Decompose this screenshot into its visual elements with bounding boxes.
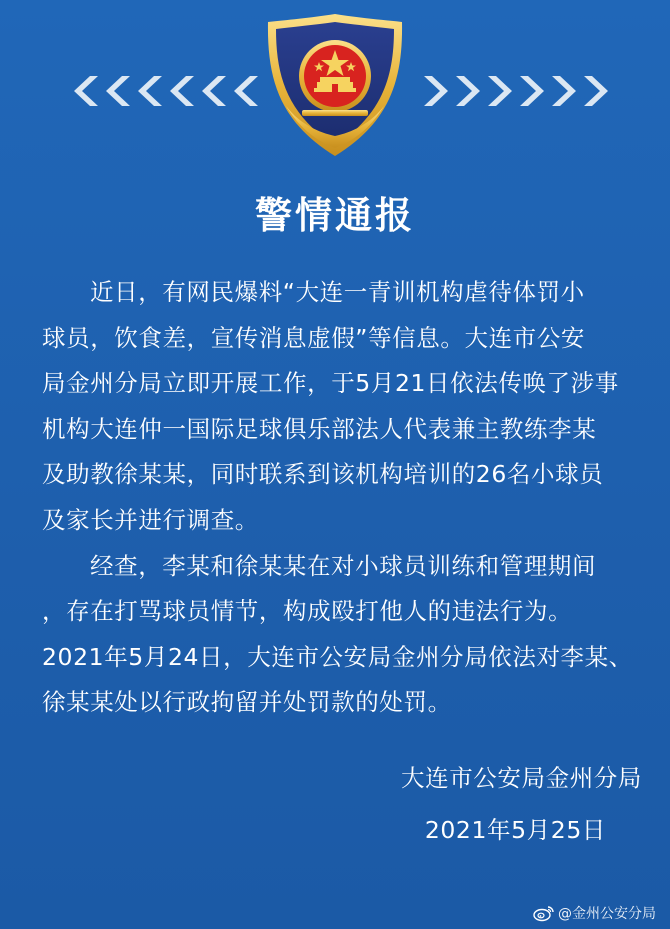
right-wing-decoration — [422, 74, 610, 108]
text-line: 球员，饮食差，宣传消息虚假”等信息。大连市公安 — [42, 323, 585, 352]
notice-paragraph-1 — [42, 270, 642, 544]
weibo-icon — [533, 904, 555, 922]
text-line: ，存在打骂球员情节，构成殴打他人的违法行为。 — [42, 597, 573, 626]
notice-paragraph-2 — [42, 544, 642, 726]
police-badge-icon — [262, 10, 408, 160]
chevron-wing-icon — [136, 74, 164, 108]
text-line: 近日，有网民爆料“大连一青训机构虐待体罚小 — [90, 278, 585, 306]
text-line: 局金州分局立即开展工作，于5月21日依法传唤了涉事 — [42, 369, 619, 398]
issue-date: 2021年5月25日 — [424, 816, 606, 844]
signature-block — [401, 752, 642, 856]
chevron-wing-icon — [168, 74, 196, 108]
text-line: 2021年5月24日，大连市公安局金州分局依法对李某、 — [42, 642, 633, 671]
notice-body — [42, 270, 642, 726]
text-line: 及家长并进行调查。 — [42, 505, 259, 534]
chevron-wing-icon — [454, 74, 482, 108]
text-line: 徐某某处以行政拘留并处罚款的处罚。 — [42, 688, 452, 717]
chevron-wing-icon — [104, 74, 132, 108]
chevron-wing-icon — [550, 74, 578, 108]
chevron-wing-icon — [582, 74, 610, 108]
left-wing-decoration — [72, 74, 260, 108]
weibo-watermark — [533, 903, 656, 923]
chevron-wing-icon — [486, 74, 514, 108]
text-line: 机构大连仲一国际足球俱乐部法人代表兼主教练李某 — [42, 414, 597, 443]
chevron-wing-icon — [518, 74, 546, 108]
chevron-wing-icon — [422, 74, 450, 108]
weibo-handle: @金州公安分局 — [558, 906, 656, 922]
chevron-wing-icon — [72, 74, 100, 108]
text-line: 及助教徐某某，同时联系到该机构培训的26名小球员 — [42, 460, 604, 489]
text-line: 经查，李某和徐某某在对小球员训练和管理期间 — [90, 551, 597, 580]
notice-title: 警情通报 — [255, 194, 415, 237]
issuer-name: 大连市公安局金州分局 — [401, 764, 642, 792]
chevron-wing-icon — [232, 74, 260, 108]
chevron-wing-icon — [200, 74, 228, 108]
